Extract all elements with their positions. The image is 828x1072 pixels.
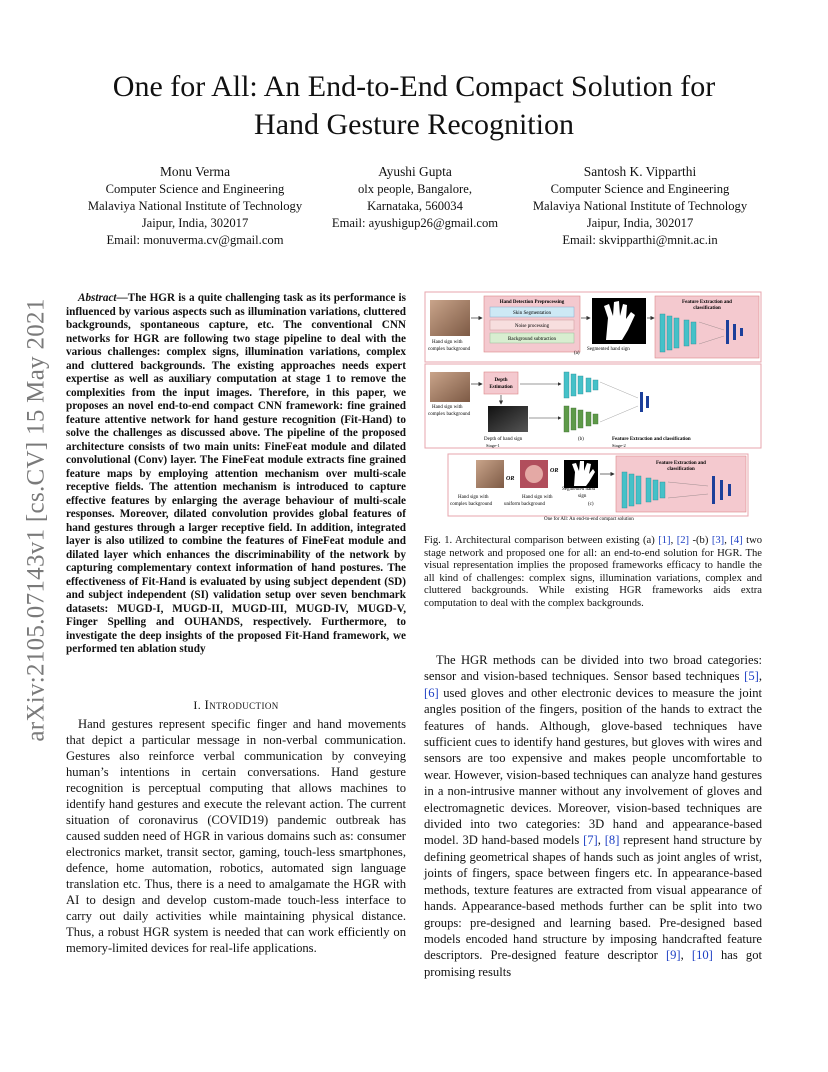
segmented-label-c2: sign	[578, 494, 587, 499]
author-name: Ayushi Gupta	[378, 164, 452, 179]
author-name: Santosh K. Vipparthi	[583, 164, 697, 179]
depth-label-2: Estimation	[489, 385, 513, 390]
classification-label-c: classification	[667, 467, 695, 472]
author-dept: Computer Science and Engineering	[105, 182, 285, 196]
citation-link[interactable]: [1]	[658, 535, 671, 546]
architecture-diagram	[424, 288, 764, 528]
citation-link[interactable]: [6]	[424, 685, 439, 700]
feat-extract-label-c: Feature Extraction and	[656, 461, 706, 466]
frame-b	[425, 364, 761, 448]
caption-text: Fig. 1. Architectural comparison between existing (a)	[424, 535, 659, 546]
intro-paragraph: Hand gestures represent specific finger and hand movements that depict a particular message in non-verbal communication. Gestures also reinforce verbal communication by conveying human’s intentions in certain conversations. Hand gesture recognition is perceptual computing that allows machines to identify hand gestures and execute the relevant action. The current situation of coronavirus (COVID19) pandemic outbreak has caused sudden need of HGR in various domains such as: consumer electronics market, transit sector, gaming, touch-less smartphones, defence, home automation, robotics, automated sign language translation etc. Thus, there is a need to amalgamate the HGR with AI to design and develop custom-made touch-less interface to carry out daily activities while maintaining physical distance. Thus, a robust HGR system is needed that can work efficiently on memory-limited devices for real-life applications.	[66, 717, 406, 955]
feat-extract-label: Feature Extraction and	[682, 300, 732, 305]
hand-detection-label: Hand Detection Preprocessing	[499, 300, 565, 305]
feat-b-label: Feature Extraction and classification	[612, 437, 691, 442]
author-dept: olx people, Bangalore,	[357, 182, 472, 196]
right-body-paragraph	[424, 652, 762, 980]
citation-link[interactable]: [3]	[711, 535, 725, 546]
hand-complex-label-c: Hand sign with	[458, 495, 489, 500]
depth-label-1: Depth	[494, 378, 508, 383]
citation-link[interactable]: [4]	[730, 535, 743, 546]
abstract	[66, 292, 406, 657]
author-email: Email: ayushigup26@gmail.com	[331, 216, 499, 230]
label-b: (b)	[578, 437, 584, 442]
arxiv-stamp	[22, 280, 52, 760]
author-dept: Computer Science and Engineering	[550, 182, 730, 196]
section-number: I.	[193, 698, 202, 712]
citation-link[interactable]: [10]	[691, 948, 713, 963]
complex-bg-label: complex background	[428, 347, 471, 352]
or-2: OR	[550, 468, 559, 474]
body-text: ,	[758, 669, 762, 684]
hand-image-c1	[476, 460, 504, 488]
citation-link[interactable]: [5]	[744, 669, 759, 684]
author-name: Monu Verma	[159, 164, 231, 179]
noise-label: Noise processing	[514, 324, 550, 329]
title-line-1: One for All: An End-to-End Compact Solution for	[112, 70, 716, 103]
citation-link[interactable]: [2]	[676, 535, 690, 546]
author-inst: Malaviya National Institute of Technology	[532, 199, 748, 213]
hand-complex-label: Hand sign with	[432, 340, 463, 345]
author-email: Email: monuverma.cv@gmail.com	[106, 233, 284, 247]
body-text: has got promising results	[424, 948, 762, 979]
hand-image-a	[430, 300, 470, 336]
figure-caption	[424, 535, 762, 611]
body-text: ,	[597, 833, 605, 848]
title-line-2: Hand Gesture Recognition	[254, 108, 574, 141]
author-2	[310, 163, 520, 232]
author-inst: Karnataka, 560034	[367, 199, 463, 213]
caption-sep: -(b)	[689, 535, 712, 546]
caption-sep: ,	[670, 535, 677, 546]
segmented-label: Segmented hand sign	[587, 347, 630, 352]
segmented-label-c1: Segmented hand	[562, 487, 596, 492]
arxiv-id: arXiv:2105.07143v1 [cs.CV] 15 May 2021	[23, 298, 51, 742]
one-for-all-label: One for All: An end-to-end compact solution	[544, 517, 634, 522]
depth-hand-label: Depth of hand sign	[484, 437, 523, 442]
author-1	[60, 163, 330, 249]
bg-sub-label: Background subtraction	[508, 337, 556, 342]
author-3	[505, 163, 775, 249]
depth-estimation-box	[484, 372, 518, 394]
label-c: (c)	[588, 502, 594, 507]
or-1: OR	[506, 476, 515, 482]
uniform-label-2: uniform background	[504, 502, 545, 507]
caption-text: two stage network and proposed one for all: an end-to-end solution for HGR. The visual representation implies the proposed frameworks efficacy to handle the all kind of challenges: complex signs, illumination variations, complex and cluttered backgrounds. While existing HGR frameworks aids extra computation to deal with the complex backgrounds.	[424, 535, 763, 609]
citation-link[interactable]: [9]	[665, 948, 681, 963]
body-text: used gloves and other electronic devices to measure the joint angles position of the fingers, position of the hands to extract the features of hands. Although, glove-based techniques have sufficient cues to identify hand gestures, but gloves with wires and sensors are too expensive and makes people uncomfortable to wear. However, vision-based techniques can analyze hand gestures in a non-intrusive manner without any involvement of gloves and electromagnetic devices. Moreover, vision-based techniques are divided into two categories: 3D hand and appearance-based model. 3D hand-based models	[424, 685, 762, 848]
caption-sep: ,	[724, 535, 731, 546]
depth-image	[488, 406, 528, 432]
skin-seg-label: Skin Segmentation	[513, 311, 551, 316]
complex-bg-label-b: complex background	[428, 412, 471, 417]
stage2-label: Stage-2	[612, 443, 626, 448]
body-text: The HGR methods can be divided into two broad categories: sensor and vision-based techniques. Sensor based techniques	[424, 653, 762, 684]
author-loc: Jaipur, India, 302017	[141, 216, 249, 230]
paper-title	[60, 68, 768, 144]
author-email: Email: skvipparthi@mnit.ac.in	[562, 233, 718, 247]
complex-bg-label-c: complex background	[450, 502, 493, 507]
figure-1	[424, 288, 764, 528]
body-text: ,	[680, 948, 692, 963]
author-loc: Jaipur, India, 302017	[586, 216, 694, 230]
hand-image-b	[430, 372, 470, 402]
citation-link[interactable]: [7]	[583, 833, 598, 848]
citation-link[interactable]: [8]	[604, 833, 620, 848]
section-heading-introduction	[66, 697, 406, 713]
stage1-label: Stage-1	[486, 443, 500, 448]
abstract-body: —The HGR is a quite challenging task as its performance is influenced by various aspects such as illumination variations, cluttered backgrounds, spontaneous capture, etc. The conventional CNN networks for HGR are following two stage pipeline to deal with the various challenges: complex signs, illumination variations, complex and cluttered backgrounds. The existing approaches needs expert expertise as well as auxiliary computation at stage 1 to remove the complexities from the input images. Therefore, in this paper, we proposes an novel end-to-end compact CNN framework: fine grained feature attentive network for hand gesture recognition (Fit-Hand) to solve the challenges as discussed above. The pipeline of the proposed architecture consists of two main units: FineFeat module and dilated convolutional (Conv) layer. The FineFeat module extracts fine grained feature maps by employing attention mechanism over multi-scale receptive fields. The attention mechanism is introduced to capture effective features by enlarging the average behaviour of multi-scale responses. Moreover, dilated convolution provides global features of hand gestures through a larger receptive field. In addition, integrated layer is also utilized to combine the features of FineFeat module and dilated layer which enhances the discriminability of the network by capturing complementary context information of hand postures. The effectiveness of Fit-Hand is evaluated by using subject dependent (SD) and subject independent (SI) validation setup over seven benchmark datasets: MUGD-I, MUGD-II, MUGD-III, MUGD-IV, MUGD-V, Finger Spelling and OUHANDS, respectively. Furthermore, to investigate the deep insights of the proposed Fit-Hand framework, we performed ten ablation study	[66, 292, 406, 655]
body-text: represent hand structure by defining geometrical shapes of hands such as joint angles of wrist, joints of fingers, space between fingers etc. In appearance-based methods, texture features are extracted from visual appearance of hands. Appearance-based methods further can be split into two groups: pre-designed and learning based. Pre-designed based models encoded hand structure by imposing handcrafted feature descriptors. Pre-designed feature descriptor	[424, 833, 763, 963]
label-a: (a)	[574, 351, 580, 356]
abstract-lead: Abstract	[78, 292, 117, 304]
classification-label: classification	[693, 306, 721, 311]
author-inst: Malaviya National Institute of Technology	[87, 199, 303, 213]
hand-complex-label-b: Hand sign with	[432, 405, 463, 410]
uniform-label-1: Hand sign with	[522, 495, 553, 500]
section-title: Introduction	[204, 697, 279, 712]
